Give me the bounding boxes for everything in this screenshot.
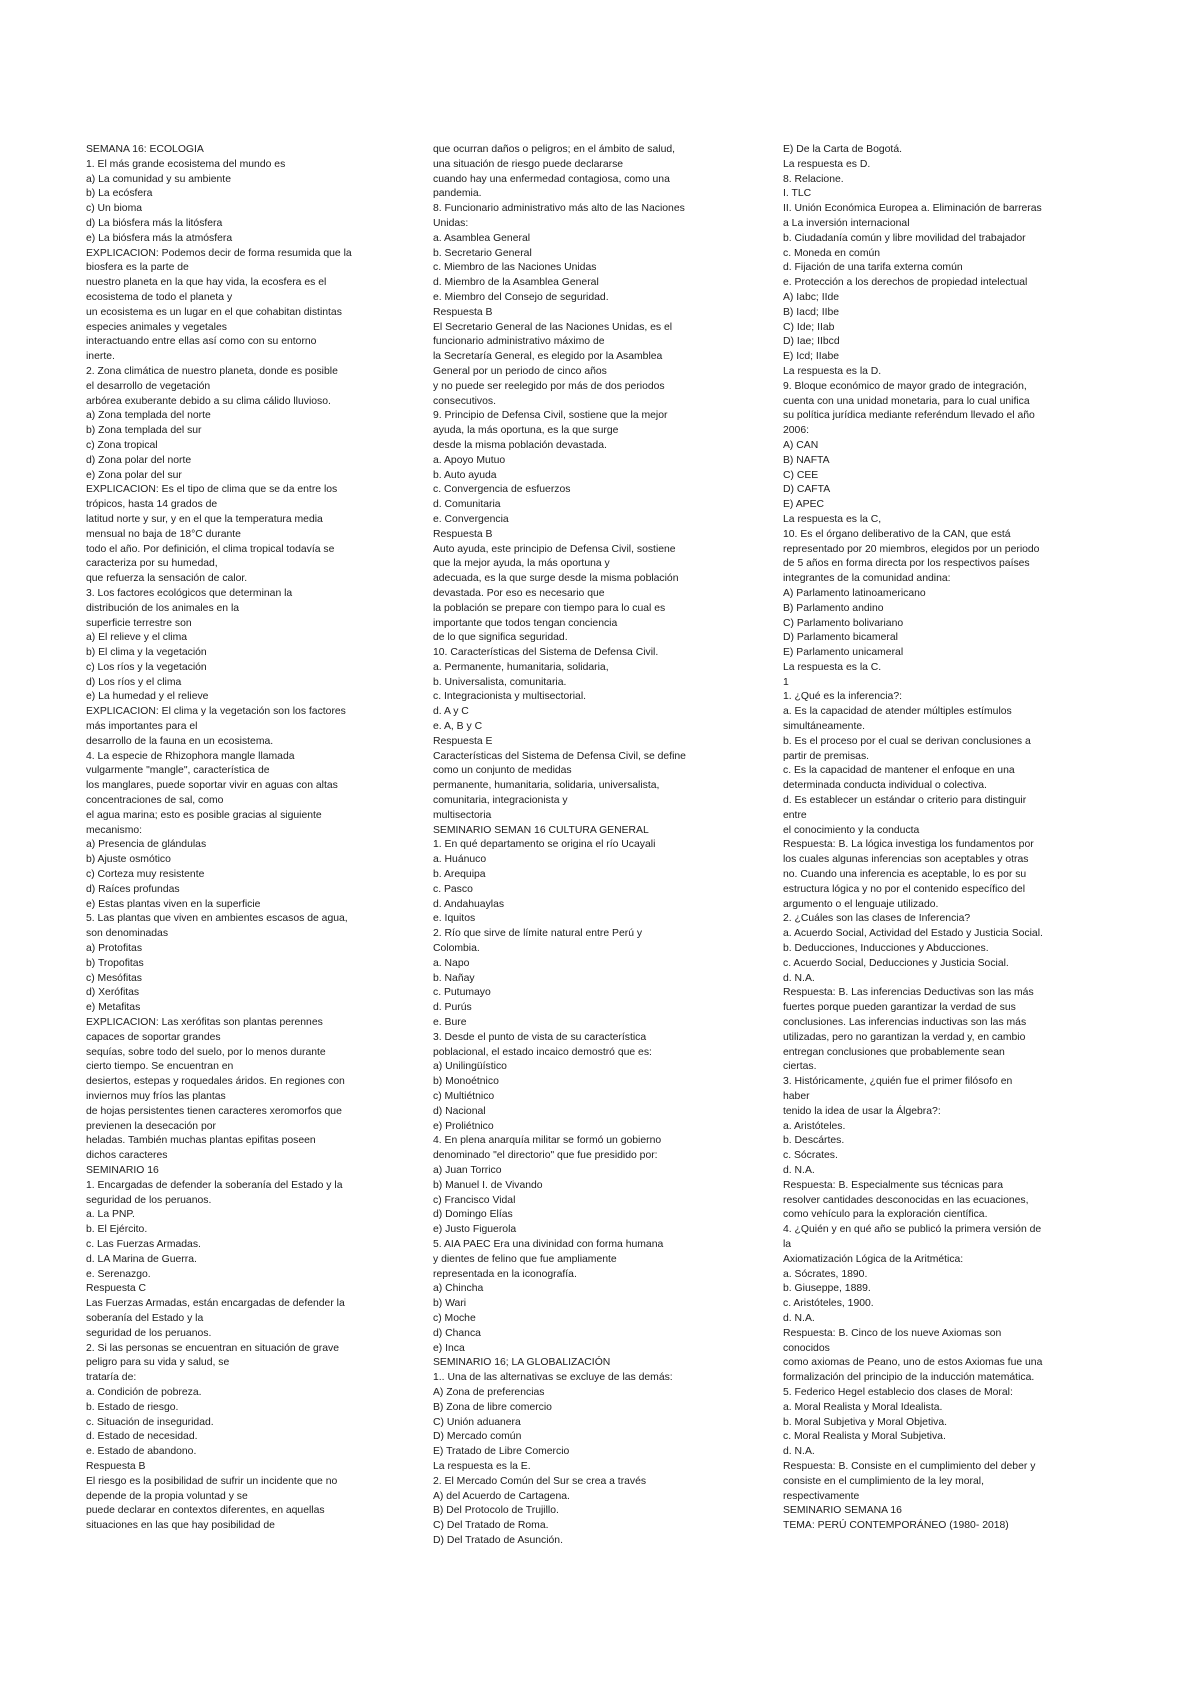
text-line: la población se prepare con tiempo para lo cual es xyxy=(433,602,666,614)
text-line: 2. Si las personas se encuentran en situación de grave xyxy=(86,1342,339,1354)
text-line: c. Moral Realista y Moral Subjetiva. xyxy=(783,1431,946,1443)
text-line: D) CAFTA xyxy=(783,484,831,496)
text-line: C) Unión aduanera xyxy=(433,1416,521,1428)
text-line: d) Los ríos y el clima xyxy=(86,676,182,688)
text-line: d. N.A. xyxy=(783,1164,815,1176)
text-line: d) Zona polar del norte xyxy=(86,454,192,466)
text-line: importante que todos tengan conciencia xyxy=(433,617,618,629)
text-line: 5. Las plantas que viven en ambientes escasos de agua, xyxy=(86,913,348,925)
text-line: B) Iacd; IIbe xyxy=(783,306,840,318)
text-line: b) Manuel I. de Vivando xyxy=(433,1179,543,1191)
text-line: Respuesta B xyxy=(86,1460,146,1472)
text-line: a. La PNP. xyxy=(86,1209,135,1221)
text-line: e) Zona polar del sur xyxy=(86,469,182,481)
text-line: Respuesta: B. Especialmente sus técnicas para xyxy=(783,1179,1004,1191)
text-line: depende de la propia voluntad y se xyxy=(86,1490,248,1502)
text-line: e) Estas plantas viven en la superficie xyxy=(86,898,261,910)
text-line: 4. La especie de Rhizophora mangle llamada xyxy=(86,750,295,762)
text-line: 1. Encargadas de defender la soberanía del Estado y la xyxy=(86,1179,343,1191)
text-line: heladas. También muchas plantas epifitas poseen xyxy=(86,1135,316,1147)
text-line: A) CAN xyxy=(783,439,819,451)
text-line: la xyxy=(783,1238,792,1250)
text-line: d. N.A. xyxy=(783,1446,815,1458)
text-line: mensual no baja de 18°C durante xyxy=(86,528,241,540)
text-line: cierto tiempo. Se encuentran en xyxy=(86,1061,234,1073)
text-line: consiste en el cumplimiento de la ley moral, xyxy=(783,1475,984,1487)
text-line: e) Inca xyxy=(433,1342,465,1354)
text-line: d. Es establecer un estándar o criterio para distinguir xyxy=(783,795,1027,807)
text-line: e. A, B y C xyxy=(433,721,483,733)
text-line: c. Moneda en común xyxy=(783,247,881,259)
text-line: ciertas. xyxy=(783,1061,817,1073)
text-line: peligro para su vida y salud, se xyxy=(86,1357,230,1369)
text-line: 2. Río que sirve de límite natural entre Perú y xyxy=(433,928,643,940)
text-line: La respuesta es la E. xyxy=(433,1460,531,1472)
text-line: especies animales y vegetales xyxy=(86,321,227,333)
text-line: a. Condición de pobreza. xyxy=(86,1386,202,1398)
text-line: 4. ¿Quién y en qué año se publicó la primera versión de xyxy=(783,1224,1042,1236)
text-line: La respuesta es la C. xyxy=(783,661,882,673)
text-line: concentraciones de sal, como xyxy=(86,795,224,807)
text-line: soberanía del Estado y la xyxy=(86,1312,204,1324)
text-line: Respuesta B xyxy=(433,528,493,540)
text-line: B) Zona de libre comercio xyxy=(433,1401,552,1413)
text-line: 1. El más grande ecosistema del mundo es xyxy=(86,158,286,170)
text-line: el conocimiento y la conducta xyxy=(783,824,920,836)
text-line: E) APEC xyxy=(783,499,824,511)
text-line: E) De la Carta de Bogotá. xyxy=(783,144,902,155)
text-line: c. Sócrates. xyxy=(783,1150,838,1162)
text-line: a) Unilingüístico xyxy=(433,1061,507,1073)
text-line: multisectoria xyxy=(433,809,492,821)
text-line: b. Moral Subjetiva y Moral Objetiva. xyxy=(783,1416,948,1428)
text-line: Respuesta: B. Consiste en el cumplimiento del deber y xyxy=(783,1460,1036,1472)
text-line: 8. Relacione. xyxy=(783,173,844,185)
text-line: funcionario administrativo máximo de xyxy=(433,336,605,348)
text-line: c) Moche xyxy=(433,1312,476,1324)
text-line: d. A y C xyxy=(433,706,469,718)
text-line: a. Permanente, humanitaria, solidaria, xyxy=(433,661,609,673)
text-line: C) Del Tratado de Roma. xyxy=(433,1520,549,1532)
text-line: b) Tropofitas xyxy=(86,957,144,969)
text-line: e. Protección a los derechos de propiedad intelectual xyxy=(783,277,1028,289)
text-line: c. Putumayo xyxy=(433,987,491,999)
text-line: e. Estado de abandono. xyxy=(86,1446,197,1458)
text-line: b. Estado de riesgo. xyxy=(86,1401,179,1413)
text-line: General por un periodo de cinco años xyxy=(433,365,607,377)
text-line: b. Auto ayuda xyxy=(433,469,497,481)
text-line: partir de premisas. xyxy=(783,750,870,762)
text-line: c. Las Fuerzas Armadas. xyxy=(86,1238,201,1250)
text-line: conclusiones. Las inferencias inductivas son las más xyxy=(783,1017,1027,1029)
text-line: 1 xyxy=(783,676,789,688)
text-line: que refuerza la sensación de calor. xyxy=(86,573,248,585)
text-line: y no puede ser reelegido por más de dos periodos xyxy=(433,380,665,392)
text-line: de hojas persistentes tienen caracteres xeromorfos que xyxy=(86,1105,342,1117)
text-line: permanente, humanitaria, solidaria, universalista, xyxy=(433,780,660,792)
text-line: tenido la idea de usar la Álgebra?: xyxy=(783,1105,941,1117)
text-line: nuestro planeta en la que hay vida, la ecosfera es el xyxy=(86,277,327,289)
text-line: caracteriza por su humedad, xyxy=(86,558,218,570)
text-line: Respuesta B xyxy=(433,306,493,318)
text-line: trópicos, hasta 14 grados de xyxy=(86,499,218,511)
text-line: a. Huánuco xyxy=(433,854,487,866)
text-line: denominado "el directorio" que fue presidido por: xyxy=(433,1150,658,1162)
text-line: fuertes porque pueden garantizar la verdad de sus xyxy=(783,1002,1016,1014)
text-line: D) Del Tratado de Asunción. xyxy=(433,1534,563,1546)
text-line: c. Aristóteles, 1900. xyxy=(783,1298,874,1310)
text-line: conocidos xyxy=(783,1342,830,1354)
text-line: 3. Desde el punto de vista de su característica xyxy=(433,1031,647,1043)
text-line: seguridad de los peruanos. xyxy=(86,1194,212,1206)
text-line: respectivamente xyxy=(783,1490,860,1502)
text-line: d) La biósfera más la litósfera xyxy=(86,217,223,229)
text-line: b. Es el proceso por el cual se derivan conclusiones a xyxy=(783,735,1031,747)
text-line: desarrollo de la fauna en un ecosistema. xyxy=(86,735,274,747)
text-line: c. Miembro de las Naciones Unidas xyxy=(433,262,597,274)
text-line: adecuada, es la que surge desde la misma población xyxy=(433,573,679,585)
text-line: a) Juan Torrico xyxy=(433,1164,502,1176)
text-line: e) La biósfera más la atmósfera xyxy=(86,232,233,244)
text-line: como un conjunto de medidas xyxy=(433,765,572,777)
text-line: latitud norte y sur, y en el que la temperatura media xyxy=(86,513,323,525)
text-line: de lo que significa seguridad. xyxy=(433,632,568,644)
text-line: a. Napo xyxy=(433,957,470,969)
text-line: b. Deducciones, Inducciones y Abducciones. xyxy=(783,943,989,955)
text-line: b) Zona templada del sur xyxy=(86,425,202,437)
text-line: 2. ¿Cuáles son las clases de Inferencia? xyxy=(783,913,971,925)
text-line: b. Arequipa xyxy=(433,869,486,881)
text-line: mecanismo: xyxy=(86,824,143,836)
text-line: D) Parlamento bicameral xyxy=(783,632,898,644)
text-line: a. Acuerdo Social, Actividad del Estado y Justicia Social. xyxy=(783,928,1043,940)
text-line: b. Nañay xyxy=(433,972,475,984)
text-line: Respuesta: B. Cinco de los nueve Axiomas son xyxy=(783,1327,1002,1339)
text-line: trataría de: xyxy=(86,1372,137,1384)
text-line: La respuesta es D. xyxy=(783,158,871,170)
text-line: comunitaria, integracionista y xyxy=(433,795,568,807)
text-line: el desarrollo de vegetación xyxy=(86,380,211,392)
text-line: C) CEE xyxy=(783,469,819,481)
text-line: e. Bure xyxy=(433,1017,467,1029)
text-line: d. N.A. xyxy=(783,1312,815,1324)
text-line: e) Metafitas xyxy=(86,1002,141,1014)
text-line: b. Ciudadanía común y libre movilidad del trabajador xyxy=(783,232,1026,244)
text-line: 2. Zona climática de nuestro planeta, donde es posible xyxy=(86,365,338,377)
text-line: situaciones en las que hay posibilidad de xyxy=(86,1520,275,1532)
text-line: a) Zona templada del norte xyxy=(86,410,211,422)
text-line: e) La humedad y el relieve xyxy=(86,691,209,703)
text-line: Respuesta: B. La lógica investiga los fundamentos por xyxy=(783,839,1034,851)
text-line: no. Cuando una inferencia es aceptable, lo es por su xyxy=(783,869,1027,881)
text-line: B) Parlamento andino xyxy=(783,602,884,614)
text-line: a) El relieve y el clima xyxy=(86,632,188,644)
text-line: sequías, sobre todo del suelo, por lo menos durante xyxy=(86,1046,326,1058)
text-line: 5. Federico Hegel establecio dos clases de Moral: xyxy=(783,1386,1013,1398)
text-line: b) Monoétnico xyxy=(433,1076,499,1088)
text-line: resolver cantidades desconocidas en las ecuaciones, xyxy=(783,1194,1029,1206)
text-line: de 5 años en forma directa por los respectivos países xyxy=(783,558,1030,570)
text-line: a) Protofitas xyxy=(86,943,143,955)
text-line: devastada. Por eso es necesario que xyxy=(433,587,605,599)
text-line: 1. ¿Qué es la inferencia?: xyxy=(783,691,902,703)
text-line: ecosistema de todo el planeta y xyxy=(86,291,233,303)
text-line: I. TLC xyxy=(783,188,812,200)
text-line: d. Purús xyxy=(433,1002,472,1014)
text-line: c) Mesófitas xyxy=(86,972,143,984)
text-line: superficie terrestre son xyxy=(86,617,192,629)
text-line: son denominadas xyxy=(86,928,169,940)
text-line: 2006: xyxy=(783,425,810,437)
text-line: vulgarmente "mangle", característica de xyxy=(86,765,270,777)
text-line: b) Wari xyxy=(433,1298,467,1310)
text-line: EXPLICACION: Es el tipo de clima que se da entre los xyxy=(86,484,338,496)
text-line: arbórea exuberante debido a su clima cálido lluvioso. xyxy=(86,395,331,407)
text-line: interactuando entre ellas así como con su entorno xyxy=(86,336,317,348)
text-line: los cuales algunas inferencias son aceptables y otras xyxy=(783,854,1029,866)
text-line: 10. Es el órgano deliberativo de la CAN, que está xyxy=(783,528,1011,540)
text-line: La respuesta es la C, xyxy=(783,513,882,525)
text-line: estructura lógica y no por el contenido específico del xyxy=(783,883,1026,895)
text-line: d. LA Marina de Guerra. xyxy=(86,1253,197,1265)
text-line: ayuda, la más oportuna, es la que surge xyxy=(433,425,619,437)
text-line: poblacional, el estado incaico demostró que es: xyxy=(433,1046,652,1058)
text-line: 8. Funcionario administrativo más alto de las Naciones xyxy=(433,203,685,215)
text-line: c. Situación de inseguridad. xyxy=(86,1416,214,1428)
text-line: EXPLICACION: El clima y la vegetación son los factores xyxy=(86,706,346,718)
text-line: c) Los ríos y la vegetación xyxy=(86,661,207,673)
text-line: d) Xerófitas xyxy=(86,987,140,999)
text-line: a. Sócrates, 1890. xyxy=(783,1268,868,1280)
text-line: seguridad de los peruanos. xyxy=(86,1327,212,1339)
text-line: E) Parlamento unicameral xyxy=(783,647,904,659)
text-line: c. Integracionista y multisectorial. xyxy=(433,691,587,703)
text-line: c. Convergencia de esfuerzos xyxy=(433,484,571,496)
text-line: b. Universalista, comunitaria. xyxy=(433,676,567,688)
text-line: el agua marina; esto es posible gracias al siguiente xyxy=(86,809,322,821)
text-line: EXPLICACION: Podemos decir de forma resumida que la xyxy=(86,247,352,259)
text-line: Axiomatización Lógica de la Aritmética: xyxy=(783,1253,964,1265)
text-line: haber xyxy=(783,1091,810,1102)
text-column-left xyxy=(86,143,376,1534)
text-line: a) Chincha xyxy=(433,1283,484,1295)
text-line: desde la misma población devastada. xyxy=(433,439,607,451)
text-line: c) Corteza muy resistente xyxy=(86,869,205,881)
text-line: B) Del Protocolo de Trujillo. xyxy=(433,1505,559,1517)
text-line: II. Unión Económica Europea a. Eliminación de barreras xyxy=(783,203,1042,215)
text-line: como vehículo para la exploración científica. xyxy=(783,1209,988,1221)
text-line: a. Asamblea General xyxy=(433,232,531,244)
text-line: un ecosistema es un lugar en el que cohabitan distintas xyxy=(86,306,342,318)
text-line: una situación de riesgo puede declararse xyxy=(433,158,624,170)
text-line: c. Acuerdo Social, Deducciones y Justicia Social. xyxy=(783,957,1009,969)
text-line: SEMINARIO 16; LA GLOBALIZACIÓN xyxy=(433,1357,611,1369)
text-line: d) Chanca xyxy=(433,1327,481,1339)
text-line: b. Secretario General xyxy=(433,247,532,259)
text-line: e. Miembro del Consejo de seguridad. xyxy=(433,291,609,303)
text-line: b. Descártes. xyxy=(783,1135,845,1147)
text-line: EXPLICACION: Las xerófitas son plantas perennes xyxy=(86,1017,323,1029)
text-line: A) Parlamento latinoamericano xyxy=(783,587,926,599)
text-line: Respuesta E xyxy=(433,735,493,747)
text-line: d. N.A. xyxy=(783,972,815,984)
text-line: b. El Ejército. xyxy=(86,1224,148,1236)
text-line: todo el año. Por definición, el clima tropical todavía se xyxy=(86,543,335,555)
text-line: Colombia. xyxy=(433,943,480,955)
text-line: 5. AIA PAEC Era una divinidad con forma humana xyxy=(433,1238,664,1250)
text-line: b) El clima y la vegetación xyxy=(86,647,207,659)
text-line: desiertos, estepas y roquedales áridos. En regiones con xyxy=(86,1076,345,1088)
text-line: c) Un bioma xyxy=(86,203,143,215)
text-line: inviernos muy fríos las plantas xyxy=(86,1091,226,1102)
text-line: SEMANA 16: ECOLOGIA xyxy=(86,144,204,155)
text-line: argumento o el lenguaje utilizado. xyxy=(783,898,939,910)
text-line: SEMINARIO SEMAN 16 CULTURA GENERAL xyxy=(433,824,649,836)
text-line: A) Iabc; IIde xyxy=(783,291,840,303)
text-line: como axiomas de Peano, uno de estos Axiomas fue una xyxy=(783,1357,1043,1369)
text-line: 9. Principio de Defensa Civil, sostiene que la mejor xyxy=(433,410,668,422)
text-line: que la mejor ayuda, la más oportuna y xyxy=(433,558,610,570)
text-line: c) Zona tropical xyxy=(86,439,158,451)
text-line: 1.. Una de las alternativas se excluye de las demás: xyxy=(433,1372,673,1384)
text-line: b) La ecósfera xyxy=(86,188,153,200)
text-line: a La inversión internacional xyxy=(783,217,910,229)
text-line: Respuesta: B. Las inferencias Deductivas son las más xyxy=(783,987,1034,999)
text-line: Respuesta C xyxy=(86,1283,147,1295)
text-line: SEMINARIO 16 xyxy=(86,1164,159,1176)
text-line: Unidas: xyxy=(433,217,469,229)
text-line: A) Zona de preferencias xyxy=(433,1386,545,1398)
text-line: representada en la iconografía. xyxy=(433,1268,577,1280)
text-line: c) Francisco Vidal xyxy=(433,1194,516,1206)
text-line: cuando hay una enfermedad contagiosa, como una xyxy=(433,173,670,185)
text-line: d) Raíces profundas xyxy=(86,883,180,895)
text-line: E) Tratado de Libre Comercio xyxy=(433,1446,570,1458)
text-line: inerte. xyxy=(86,351,115,363)
text-line: e. Iquitos xyxy=(433,913,476,925)
text-line: D) Mercado común xyxy=(433,1431,522,1443)
text-line: a. Apoyo Mutuo xyxy=(433,454,506,466)
text-column-right xyxy=(783,143,1083,1534)
text-line: cuenta con una unidad monetaria, para lo cual unifica xyxy=(783,395,1030,407)
text-column-middle xyxy=(433,143,723,1549)
text-line: 2. El Mercado Común del Sur se crea a través xyxy=(433,1475,647,1487)
text-line: 3. Históricamente, ¿quién fue el primer filósofo en xyxy=(783,1076,1013,1088)
text-line: capaces de soportar grandes xyxy=(86,1031,221,1043)
text-line: d. Estado de necesidad. xyxy=(86,1431,198,1443)
text-line: TEMA: PERÚ CONTEMPORÁNEO (1980- 2018) xyxy=(783,1520,1009,1532)
text-line: los manglares, puede soportar vivir en aguas con altas xyxy=(86,780,338,792)
text-line: que ocurran daños o peligros; en el ámbito de salud, xyxy=(433,144,676,155)
text-line: integrantes de la comunidad andina: xyxy=(783,573,951,585)
text-line: c. Pasco xyxy=(433,883,473,895)
text-line: A) del Acuerdo de Cartagena. xyxy=(433,1490,570,1502)
text-line: Las Fuerzas Armadas, están encargadas de defender la xyxy=(86,1298,345,1310)
text-line: D) Iae; IIbcd xyxy=(783,336,840,348)
text-line: d. Fijación de una tarifa externa común xyxy=(783,262,963,274)
text-line: biosfera es la parte de xyxy=(86,262,189,274)
text-line: 9. Bloque económico de mayor grado de integración, xyxy=(783,380,1027,392)
text-line: e. Serenazgo. xyxy=(86,1268,151,1280)
text-line: formalización del principio de la inducción matemática. xyxy=(783,1372,1035,1384)
text-line: distribución de los animales en la xyxy=(86,602,240,614)
text-line: representado por 20 miembros, elegidos por un periodo xyxy=(783,543,1040,555)
text-line: d. Andahuaylas xyxy=(433,898,505,910)
text-line: pandemia. xyxy=(433,188,482,200)
text-line: y dientes de felino que fue ampliamente xyxy=(433,1253,617,1265)
text-line: d) Domingo Elías xyxy=(433,1209,513,1221)
text-line: puede declarar en contextos diferentes, en aquellas xyxy=(86,1505,325,1517)
text-line: C) Ide; IIab xyxy=(783,321,835,333)
text-line: más importantes para el xyxy=(86,721,198,733)
text-line: B) NAFTA xyxy=(783,454,830,466)
text-line: 10. Características del Sistema de Defensa Civil. xyxy=(433,647,659,659)
text-line: e) Justo Figuerola xyxy=(433,1224,517,1236)
text-line: El Secretario General de las Naciones Unidas, es el xyxy=(433,321,673,333)
text-line: c. Es la capacidad de mantener el enfoque en una xyxy=(783,765,1015,777)
text-line: b) Ajuste osmótico xyxy=(86,854,171,866)
text-line: c) Multiétnico xyxy=(433,1091,495,1102)
text-line: Características del Sistema de Defensa Civil, se define xyxy=(433,750,686,762)
text-line: d. Comunitaria xyxy=(433,499,501,511)
text-line: determinada conducta individual o colectiva. xyxy=(783,780,987,792)
text-line: 4. En plena anarquía militar se formó un gobierno xyxy=(433,1135,662,1147)
text-line: 3. Los factores ecológicos que determinan la xyxy=(86,587,293,599)
text-line: entre xyxy=(783,809,807,821)
text-line: SEMINARIO SEMANA 16 xyxy=(783,1505,902,1517)
text-line: e. Convergencia xyxy=(433,513,509,525)
text-line: a. Es la capacidad de atender múltiples estímulos xyxy=(783,706,1012,718)
text-line: entregan conclusiones que probablemente sean xyxy=(783,1046,1005,1058)
text-line: previenen la desecación por xyxy=(86,1120,216,1132)
text-line: E) Icd; IIabe xyxy=(783,351,840,363)
text-line: a. Moral Realista y Moral Idealista. xyxy=(783,1401,943,1413)
text-line: la Secretaría General, es elegido por la Asamblea xyxy=(433,351,663,363)
text-line: La respuesta es la D. xyxy=(783,365,882,377)
text-line: El riesgo es la posibilidad de sufrir un incidente que no xyxy=(86,1475,338,1487)
text-line: su política jurídica mediante referéndum llevado el año xyxy=(783,410,1035,422)
text-line: b. Giuseppe, 1889. xyxy=(783,1283,871,1295)
text-line: dichos caracteres xyxy=(86,1150,168,1162)
text-line: 1. En qué departamento se origina el río Ucayali xyxy=(433,839,656,851)
text-line: a. Aristóteles. xyxy=(783,1120,846,1132)
text-line: d) Nacional xyxy=(433,1105,486,1117)
text-line: C) Parlamento bolivariano xyxy=(783,617,904,629)
text-line: utilizadas, pero no garantizan la verdad y, en cambio xyxy=(783,1031,1026,1043)
text-line: consecutivos. xyxy=(433,395,496,407)
text-line: Auto ayuda, este principio de Defensa Civil, sostiene xyxy=(433,543,676,555)
text-line: a) La comunidad y su ambiente xyxy=(86,173,231,185)
text-line: e) Proliétnico xyxy=(433,1120,494,1132)
text-line: a) Presencia de glándulas xyxy=(86,839,207,851)
text-line: d. Miembro de la Asamblea General xyxy=(433,277,599,289)
text-line: simultáneamente. xyxy=(783,721,866,733)
